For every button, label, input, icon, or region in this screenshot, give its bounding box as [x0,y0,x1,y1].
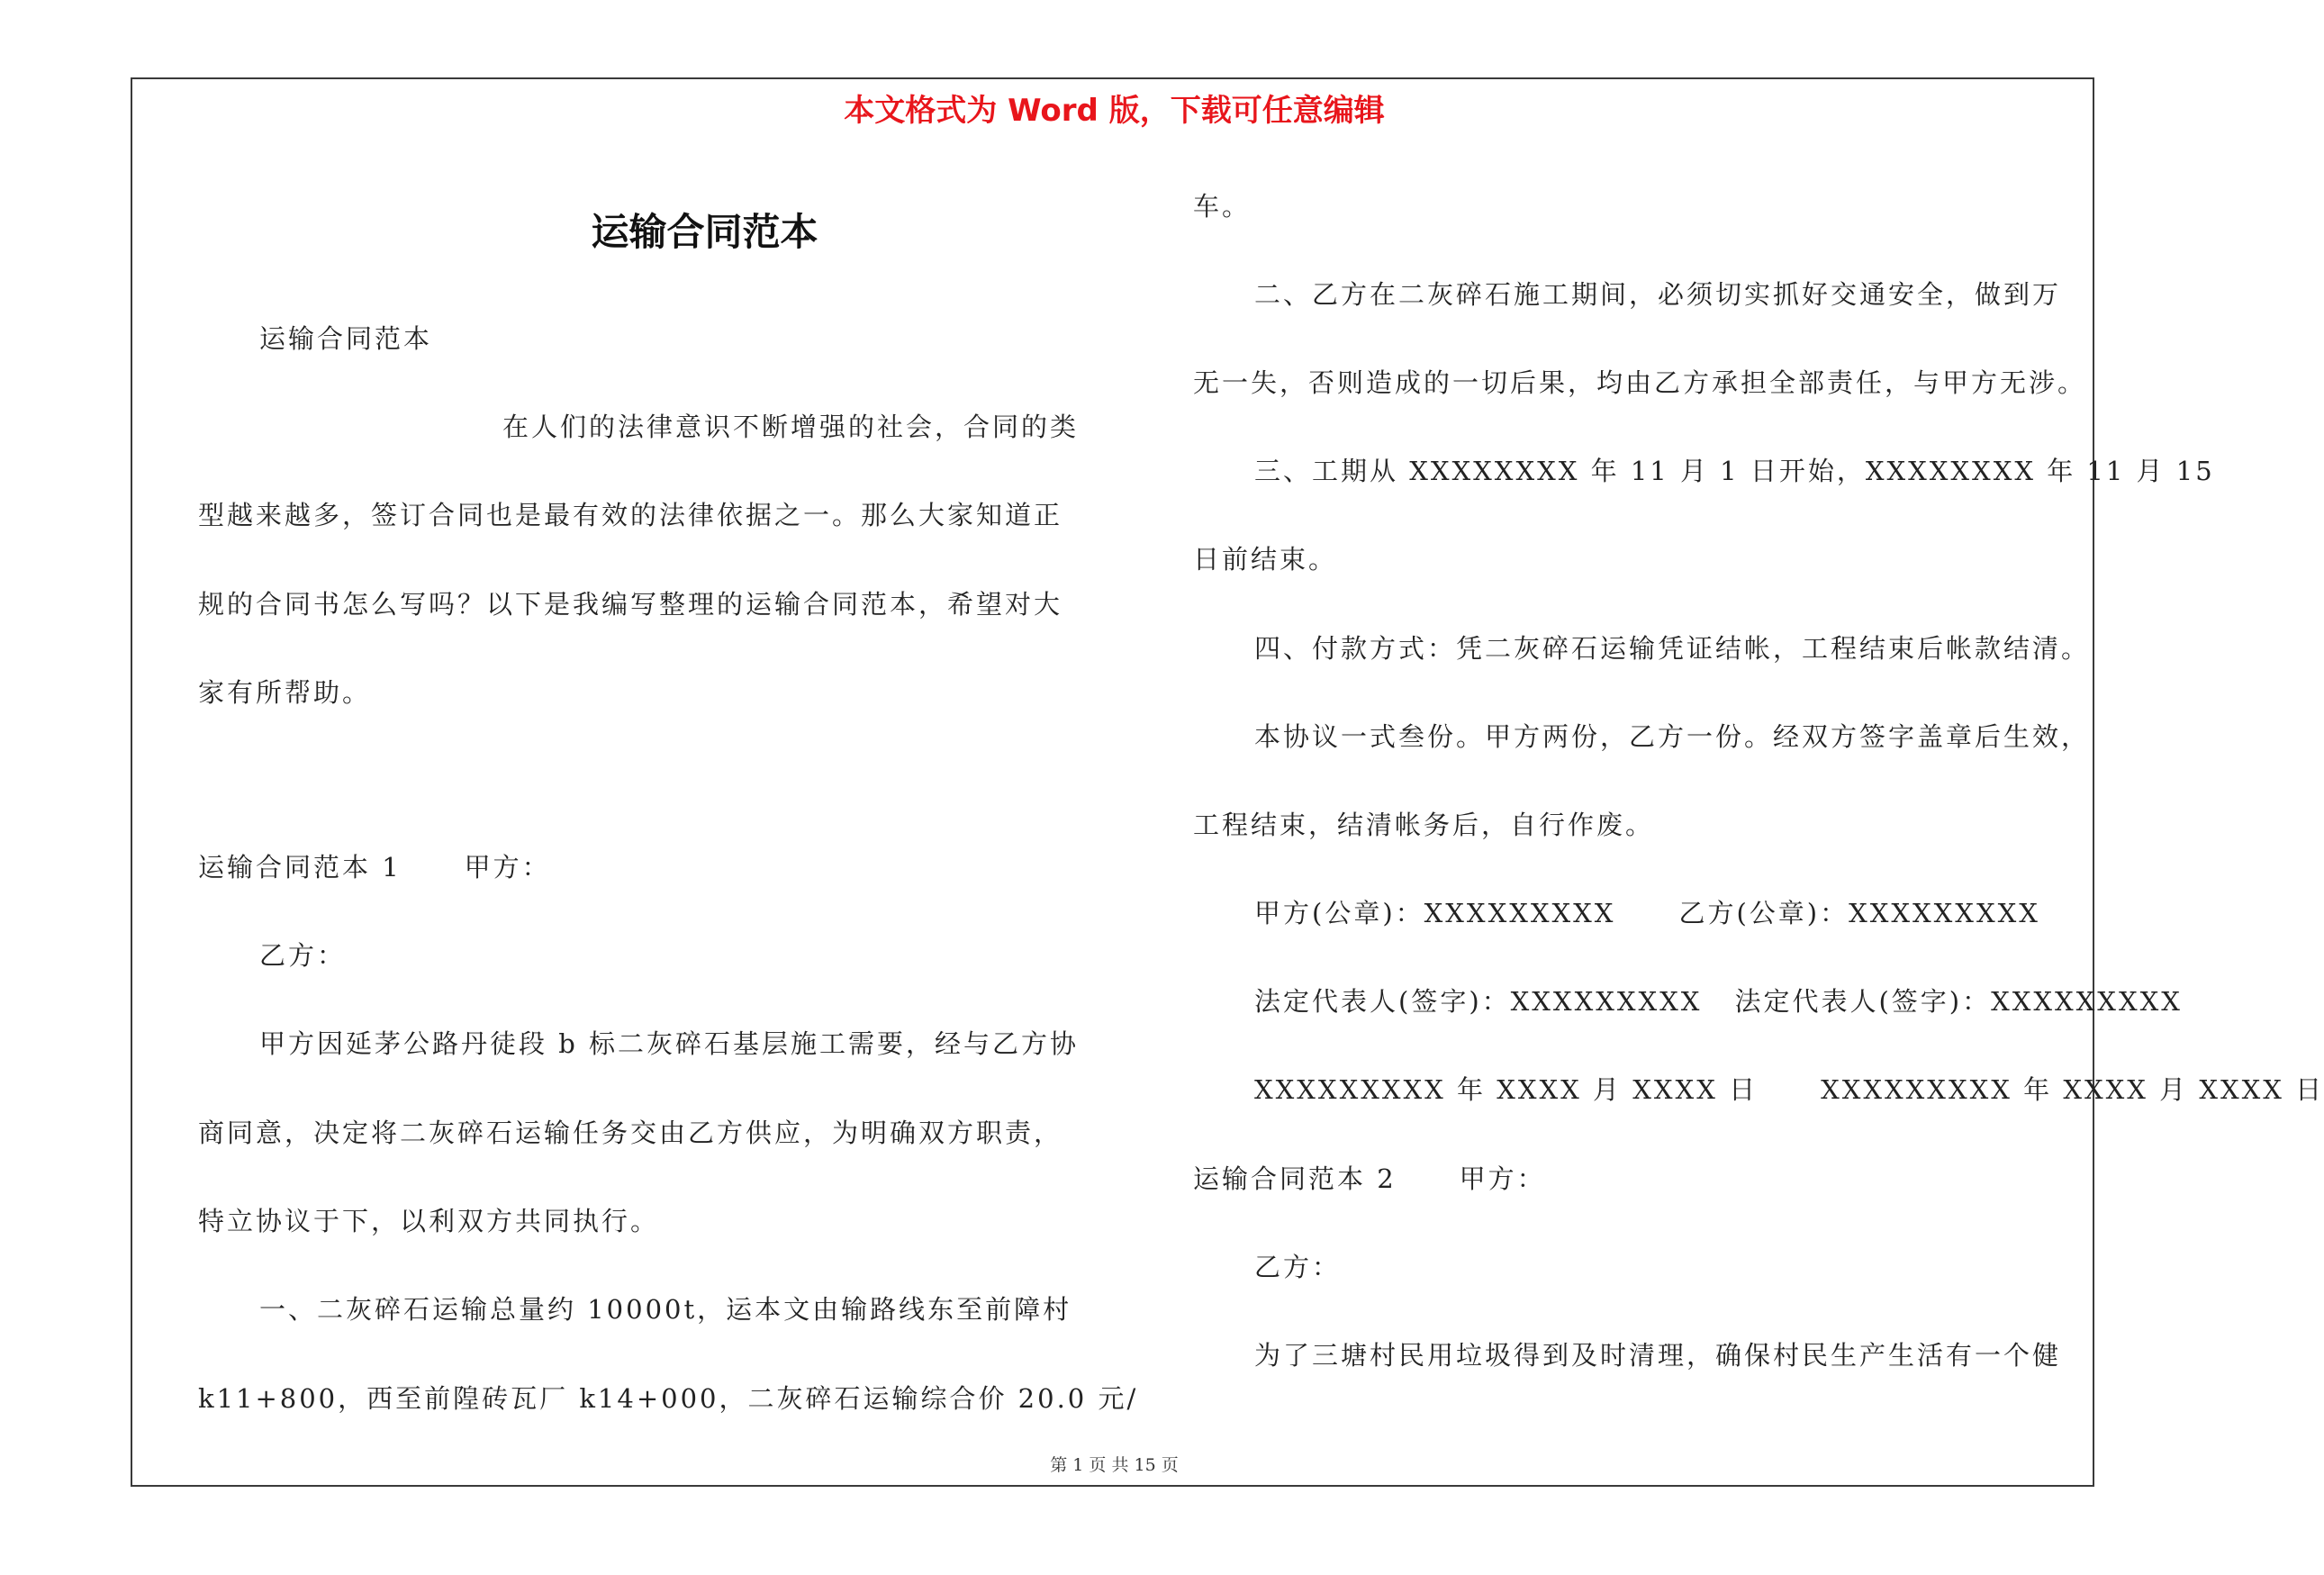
party-a-date: XXXXXXXXX 年 XXXX 月 XXXX 日 [1254,1074,1759,1105]
format-banner: 本文格式为 Word 版，下载可任意编辑 [844,93,1385,129]
paragraph-line: 甲方因延茅公路丹徒段 b 标二灰碎石基层施工需要，经与乙方协 [259,1028,1080,1059]
paragraph-line: 规的合同书怎么写吗？以下是我编写整理的运输合同范本，希望对大 [198,589,1063,620]
seal-line [1193,898,2040,928]
paragraph-line: 家有所帮助。 [198,677,372,708]
paragraph-line: 无一失，否则造成的一切后果，均由乙方承担全部责任，与甲方无涉。 [1193,367,2087,398]
paragraph-line: 日前结束。 [1193,544,1338,575]
paragraph-line: 四、付款方式：凭二灰碎石运输凭证结帐，工程结束后帐款结清。 [1254,633,2091,664]
paragraph-line: 本协议一式叁份。甲方两份，乙方一份。经双方签字盖章后生效， [1254,721,2091,752]
paragraph-line: 在人们的法律意识不断增强的社会，合同的类 [502,412,1080,442]
section-heading-2 [1193,1163,1546,1194]
party-a-representative: 法定代表人(签字)：XXXXXXXXX [1254,986,1703,1017]
party-b-label: 乙方： [1254,1252,1342,1282]
date-line [1193,1074,2324,1105]
paragraph-line: 商同意，决定将二灰碎石运输任务交由乙方供应，为明确双方职责， [198,1118,1063,1148]
party-b-seal: 乙方(公章)：XXXXXXXXX [1678,898,2040,928]
document-title: 运输合同范本 [591,210,818,254]
party-b-label: 乙方： [259,940,347,971]
section-heading-label: 运输合同范本 1 [198,852,402,883]
party-a-label: 甲方： [1459,1163,1546,1194]
paragraph-line: 车。 [1193,191,1252,222]
paragraph-line: 二、乙方在二灰碎石施工期间，必须切实抓好交通安全，做到万 [1254,279,2062,310]
paragraph-line: 特立协议于下，以利双方共同执行。 [198,1206,660,1236]
paragraph-line: 三、工期从 XXXXXXXX 年 11 月 1 日开始，XXXXXXXX 年 11 月 15 [1254,456,2215,486]
section-heading-label: 运输合同范本 2 [1193,1163,1397,1194]
party-b-date: XXXXXXXXX 年 XXXX 月 XXXX 日 [1821,1074,2324,1105]
paragraph-line: 型越来越多，签订合同也是最有效的法律依据之一。那么大家知道正 [198,500,1063,530]
signature-line [1193,986,2183,1017]
paragraph-line: 运输合同范本 [259,323,433,354]
paragraph-line: 一、二灰碎石运输总量约 10000t，运本文由输路线东至前障村 [259,1294,1072,1325]
party-a-label: 甲方： [464,852,551,883]
paragraph-line: k11+800，西至前隍砖瓦厂 k14+000，二灰碎石运输综合价 20.0 元/ [198,1383,1139,1414]
paragraph-line: 为了三塘村民用垃圾得到及时清理，确保村民生产生活有一个健 [1254,1340,2062,1371]
page-number: 第 1 页 共 15 页 [1050,1455,1179,1475]
party-a-seal: 甲方(公章)：XXXXXXXXX [1254,898,1616,928]
section-heading-1 [198,852,551,883]
party-b-representative: 法定代表人(签字)：XXXXXXXXX [1734,986,2183,1017]
paragraph-line: 工程结束，结清帐务后，自行作废。 [1193,810,1655,840]
